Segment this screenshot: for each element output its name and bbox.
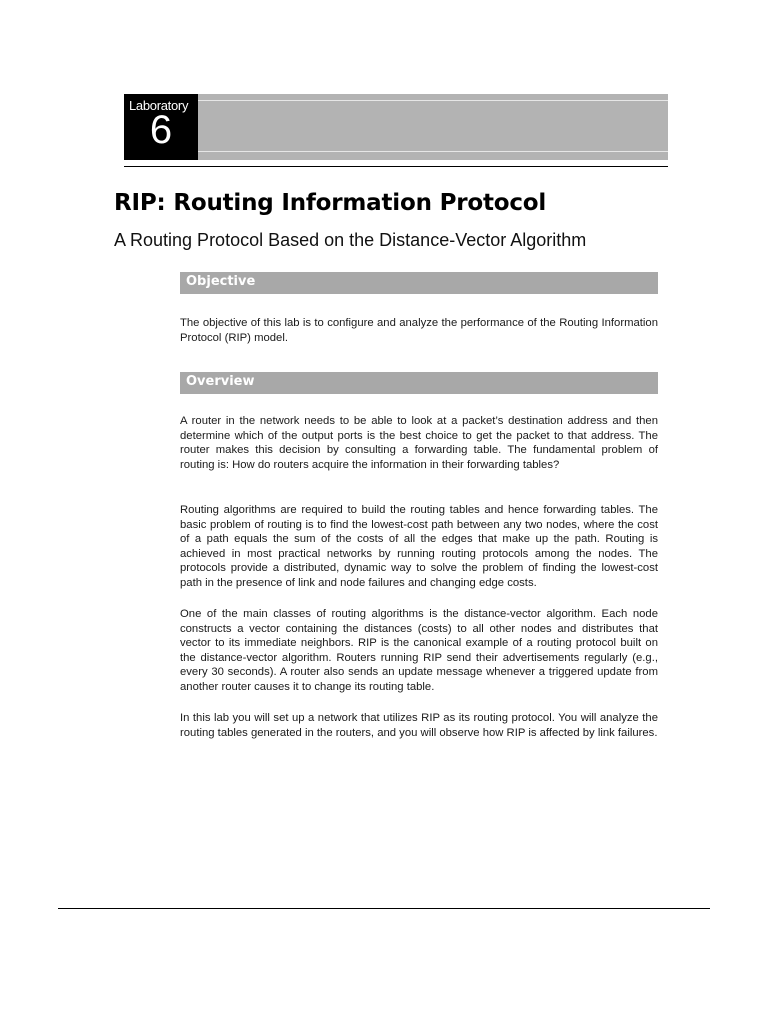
- overview-paragraph-4: In this lab you will set up a network that utilizes RIP as its routing protocol. You will analyze the routing tables generated in the routers, and you will observe how RIP is affected by link failures.: [180, 712, 658, 739]
- page-title: RIP: Routing Information Protocol: [114, 190, 547, 216]
- overview-section-header: [180, 372, 658, 394]
- overview-paragraph-1: A router in the network needs to be able to look at a packet’s destination address and then determine which of the output ports is the best choice to get the packet to that address. The router makes this decision by consulting a forwarding table. The fundamental problem of routing is: How do routers acquire the information in their forwarding tables?: [180, 415, 658, 471]
- objective-heading: Objective: [186, 274, 256, 289]
- overview-paragraph-2: Routing algorithms are required to build the routing tables and hence forwarding tables. The basic problem of routing is to find the lowest-cost path between any two nodes, where the cost of a path equals the sum of the costs of all the edges that make up the path. Routing is achieved in most practical networks by running routing protocols among the nodes. The protocols provide a distributed, dynamic way to solve the problem of finding the lowest-cost path in the presence of link and node failures and changing edge costs.: [180, 504, 658, 589]
- lab-label: Laboratory: [129, 98, 189, 113]
- lab-number: 6: [149, 108, 173, 152]
- lab-header-bar-line-top: [198, 100, 668, 101]
- lab-header-bar-line-bottom: [198, 151, 668, 152]
- objective-section-header: [180, 272, 658, 294]
- footer-rule: [58, 908, 710, 909]
- page-subtitle: A Routing Protocol Based on the Distance-Vector Algorithm: [114, 230, 587, 250]
- overview-heading: Overview: [186, 374, 255, 389]
- objective-paragraph: The objective of this lab is to configure and analyze the performance of the Routing Information Protocol (RIP) model.: [180, 317, 658, 344]
- lab-header-rule: [124, 166, 668, 167]
- overview-paragraph-3: One of the main classes of routing algorithms is the distance-vector algorithm. Each node constructs a vector containing the distances (costs) to all other nodes and distributes that vector to its immediate neighbors. RIP is the canonical example of a routing protocol built on the distance-vector algorithm. Routers running RIP send their advertisements regularly (e.g., every 30 seconds). A router also sends an update message whenever a triggered update from another router causes it to change its routing table.: [180, 608, 658, 693]
